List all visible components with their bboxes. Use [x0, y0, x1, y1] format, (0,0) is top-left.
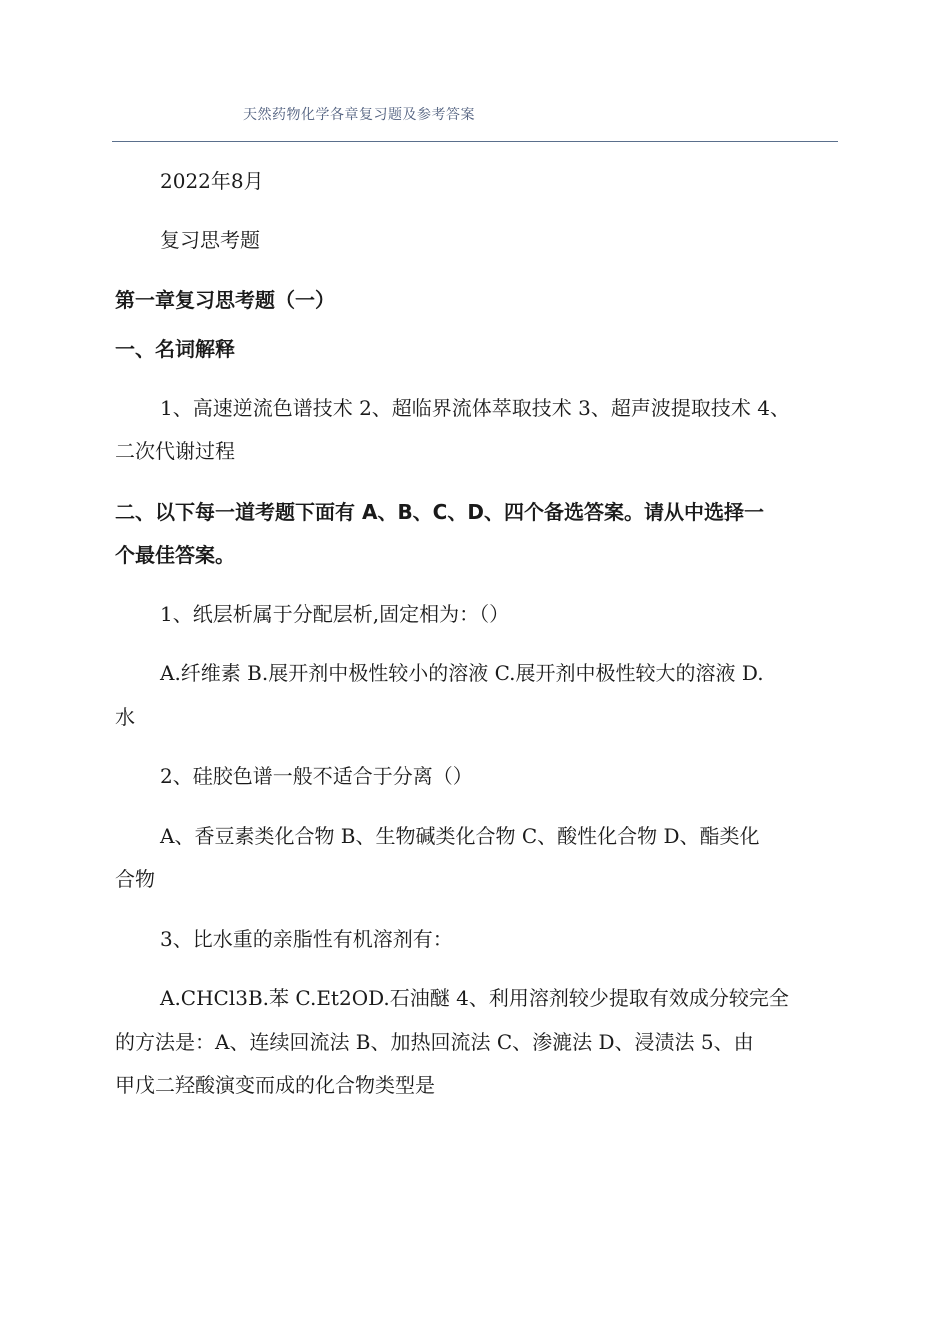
question1-stem: 1、纸层析属于分配层析,固定相为：（）	[160, 602, 510, 626]
document-date: 2022年8月	[160, 169, 264, 193]
page-header-title: 天然药物化学各章复习题及参考答案	[243, 107, 475, 123]
section1-terms-line1: 1、高速逆流色谱技术 2、超临界流体萃取技术 3、超声波提取技术 4、	[160, 396, 790, 420]
question3-stem: 3、比水重的亲脂性有机溶剂有：	[160, 927, 453, 951]
question2-options-line1: A、香豆素类化合物 B、生物碱类化合物 C、酸性化合物 D、酯类化	[160, 824, 760, 848]
question3-text-line2: 的方法是：A、连续回流法 B、加热回流法 C、渗漉法 D、浸渍法 5、由	[115, 1030, 754, 1054]
chapter-title: 第一章复习思考题（一）	[115, 288, 335, 312]
question1-options-line2: 水	[115, 705, 135, 729]
section1-terms-line2: 二次代谢过程	[115, 439, 235, 463]
question2-options-line2: 合物	[115, 867, 155, 891]
section2-heading-line2: 个最佳答案。	[115, 543, 235, 567]
header-divider	[112, 141, 838, 142]
question2-stem: 2、硅胶色谱一般不适合于分离（）	[160, 764, 473, 788]
question3-text-line3: 甲戊二羟酸演变而成的化合物类型是	[115, 1073, 435, 1097]
section1-heading: 一、名词解释	[115, 337, 235, 361]
question3-text-line1: A.CHCl3B.苯 C.Et2OD.石油醚 4、利用溶剂较少提取有效成分较完全	[160, 986, 789, 1010]
question1-options-line1: A.纤维素 B.展开剂中极性较小的溶液 C.展开剂中极性较大的溶液 D.	[160, 661, 764, 685]
section2-heading-line1: 二、以下每一道考题下面有 A、B、C、D、四个备选答案。请从中选择一	[115, 500, 764, 524]
document-subtitle: 复习思考题	[160, 228, 260, 252]
